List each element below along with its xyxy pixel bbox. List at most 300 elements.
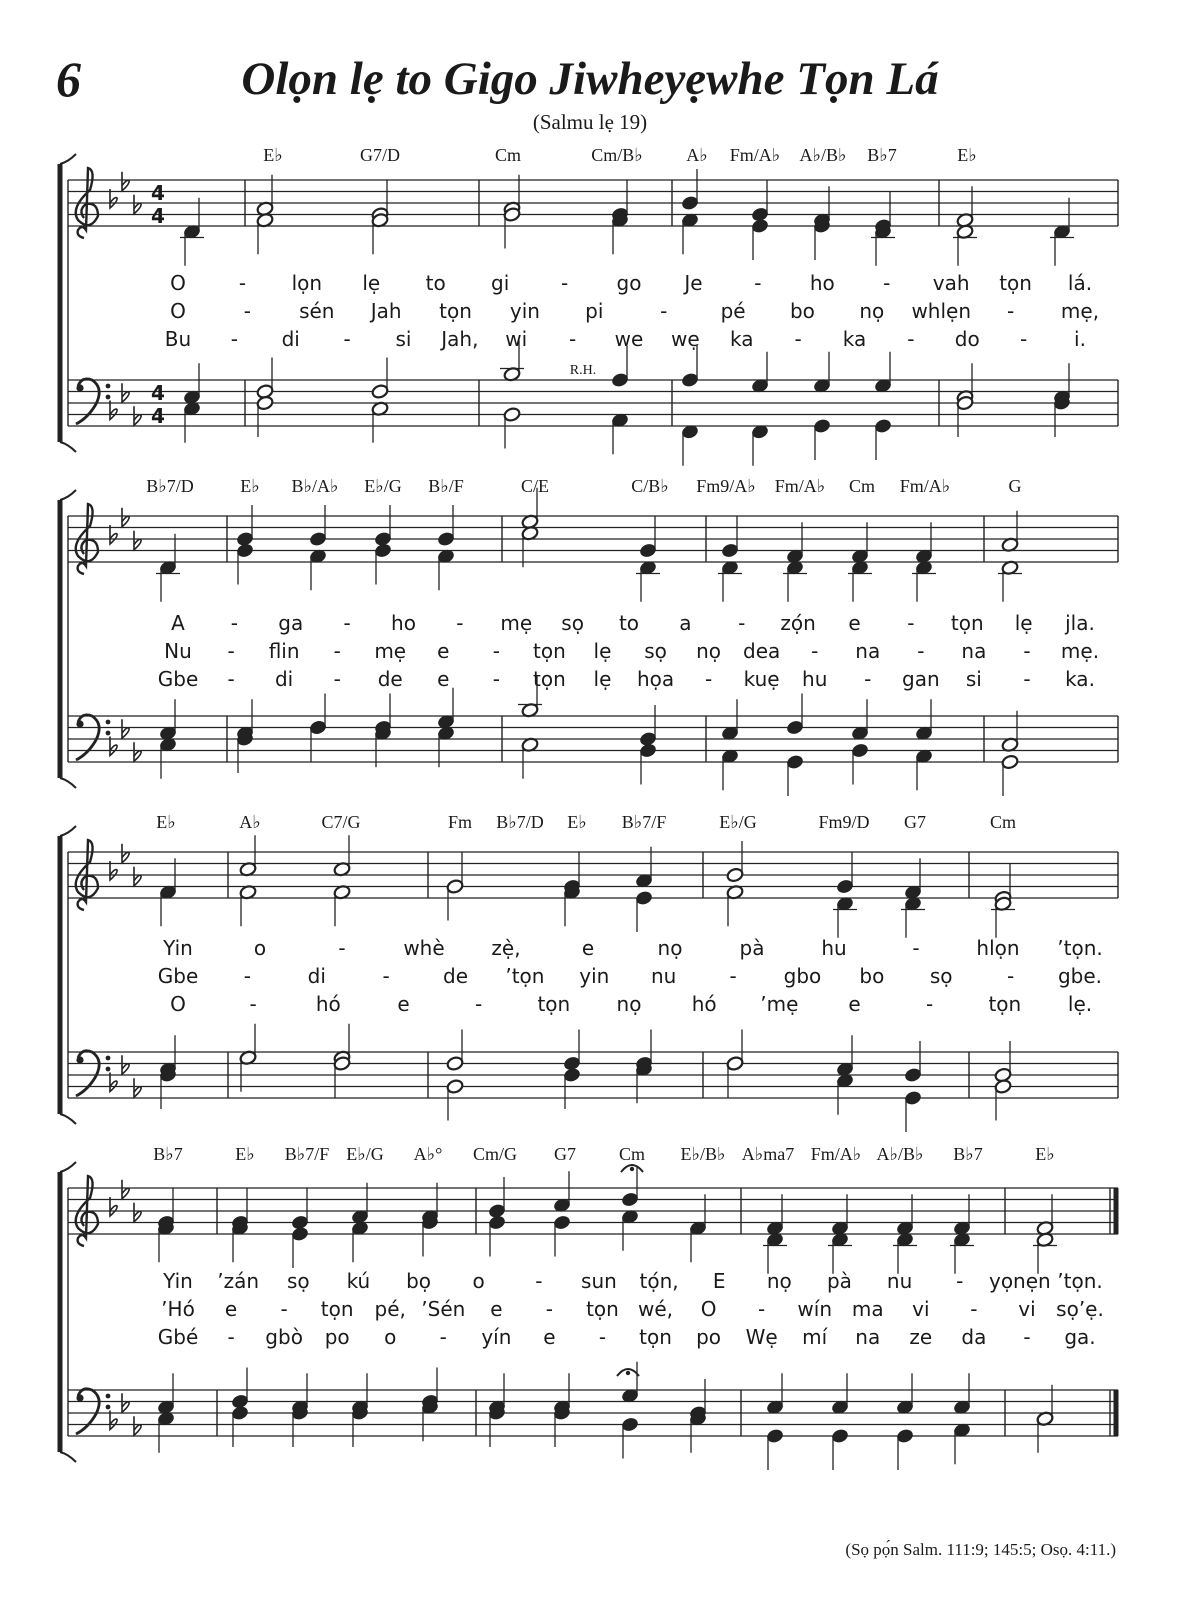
bass-key-flat <box>122 719 129 738</box>
chord-symbol: E♭ <box>263 145 283 165</box>
lyric-syllable: e <box>543 1325 556 1349</box>
lyric-syllable: gi <box>491 271 510 295</box>
chord-symbol: B♭7 <box>867 145 897 165</box>
treble-notehead <box>309 531 327 547</box>
lyric-syllable: lọn <box>291 271 323 295</box>
lyric-syllable: - <box>704 667 713 691</box>
bass-key-flat <box>134 1078 141 1097</box>
lyric-syllable: to <box>425 271 446 295</box>
lyric-syllable: - <box>238 271 247 295</box>
lyric-syllable: e <box>848 611 861 635</box>
lyric-syllable: ka <box>842 327 867 351</box>
bracket-hook <box>60 442 76 452</box>
lyric-syllable: e <box>848 992 861 1016</box>
bass-time-signature-bottom: 4 <box>151 404 165 428</box>
bass-key-flat <box>134 742 141 761</box>
chord-symbol: A♭/B♭ <box>799 145 847 165</box>
chord-symbol: B♭7/F <box>284 1144 330 1164</box>
lyric-syllable: gbe. <box>1057 964 1103 988</box>
lyric-syllable: ’mẹ <box>760 992 799 1016</box>
bass-notehead <box>896 1428 914 1444</box>
lyric-syllable: do <box>954 327 980 351</box>
chord-symbol: C/B♭ <box>631 476 669 496</box>
lyric-syllable: - <box>729 964 737 988</box>
bass-notehead <box>621 1417 639 1433</box>
chord-symbol: Cm <box>848 476 876 496</box>
treble-notehead <box>437 531 455 547</box>
chord-symbol: C7/G <box>321 812 361 832</box>
chord-symbol: Fm9/A♭ <box>696 476 756 496</box>
lyric-syllable: po <box>696 1325 722 1349</box>
chord-symbol: A♭ <box>239 812 261 832</box>
bass-notehead <box>681 372 699 388</box>
lyric-syllable: - <box>883 271 891 295</box>
lyric-syllable: tọn <box>950 611 984 635</box>
bass-key-flat <box>134 1416 141 1435</box>
bass-notehead <box>786 754 804 770</box>
lyric-syllable: pé <box>720 299 746 323</box>
chord-symbol: G7/D <box>360 145 400 165</box>
lyric-syllable: di <box>281 327 300 351</box>
chord-symbol: Fm9/D <box>818 812 870 832</box>
lyric-syllable: sọ <box>644 639 667 663</box>
lyric-syllable: - <box>333 639 341 663</box>
bass-notehead <box>446 1056 464 1072</box>
lyric-syllable: yin <box>509 299 540 323</box>
lyric-syllable: wé, <box>638 1297 674 1321</box>
chord-symbol: B♭7/F <box>621 812 667 832</box>
bass-notehead <box>994 1079 1012 1095</box>
lyric-syllable: wẹ <box>671 327 700 351</box>
lyric-syllable: O <box>170 992 186 1016</box>
lyric-syllable: - <box>970 1297 978 1321</box>
fermata-dot <box>626 1371 630 1375</box>
lyric-syllable: lẹ <box>1014 611 1033 635</box>
lyric-syllable: si <box>395 327 412 351</box>
lyric-syllable: gan <box>902 667 940 691</box>
lyric-syllable: mẹ <box>374 639 407 663</box>
lyric-syllable: vi <box>1018 1297 1036 1321</box>
treble-notehead <box>446 879 464 895</box>
lyric-syllable: - <box>1020 327 1028 351</box>
lyric-syllable: nu <box>651 964 677 988</box>
lyric-syllable: o <box>253 936 267 960</box>
lyric-syllable: - <box>227 667 235 691</box>
lyric-syllable: sọ <box>929 964 953 988</box>
lyric-syllable: ’Sén <box>421 1297 466 1321</box>
lyric-syllable: e <box>581 936 595 960</box>
lyric-syllable: go <box>616 271 642 295</box>
lyric-syllable: kú <box>346 1269 371 1293</box>
lyric-syllable: ga. <box>1064 1325 1096 1349</box>
treble-notehead <box>721 543 739 559</box>
lyric-syllable: flin <box>268 639 300 663</box>
lyric-syllable: - <box>439 1325 447 1349</box>
lyric-syllable: zọ́n <box>780 611 816 635</box>
lyric-syllable: E <box>712 1269 726 1293</box>
lyric-syllable: pà <box>826 1269 852 1293</box>
chord-symbol: Cm <box>618 1144 646 1164</box>
lyric-syllable: nọ <box>657 936 683 960</box>
lyric-syllable: gbo <box>783 964 822 988</box>
treble-key-flat <box>122 508 129 527</box>
bass-key-flat <box>134 406 141 425</box>
chord-symbol: A♭ma7 <box>741 1144 795 1164</box>
chord-symbol: A♭/B♭ <box>876 1144 924 1164</box>
lyric-syllable: ho <box>391 611 416 635</box>
lyric-syllable: sun <box>581 1269 617 1293</box>
lyric-syllable: - <box>545 1297 554 1321</box>
bass-clef-dot <box>76 720 83 727</box>
lyric-syllable: mẹ, <box>1060 299 1100 323</box>
bass-key-flat <box>122 1393 129 1412</box>
bass-key-flat <box>122 383 129 402</box>
treble-notehead <box>291 1226 309 1242</box>
treble-key-flat <box>134 1203 141 1222</box>
lyric-syllable: Gbe <box>157 964 199 988</box>
lyric-syllable: po <box>324 1325 350 1349</box>
bass-clef-dot <box>106 720 111 725</box>
treble-notehead <box>374 543 392 559</box>
lyric-syllable: e <box>437 667 450 691</box>
lyric-syllable: Yin <box>163 936 193 960</box>
lyric-syllable: bo <box>789 299 815 323</box>
lyric-syllable: ho <box>809 271 835 295</box>
lyric-syllable: tọn <box>533 639 566 663</box>
lyric-syllable: whlẹn <box>911 299 972 323</box>
lyric-syllable: lẹ <box>362 271 381 295</box>
lyric-syllable: Gbé <box>157 1325 199 1349</box>
bass-notehead <box>813 418 831 434</box>
lyric-syllable: - <box>333 667 341 691</box>
chord-symbol: E♭ <box>156 812 176 832</box>
lyric-syllable: - <box>280 1297 288 1321</box>
bass-time-signature-top: 4 <box>151 381 165 405</box>
lyric-syllable: O <box>170 271 186 295</box>
lyric-syllable: de <box>443 964 469 988</box>
lyric-syllable: - <box>912 936 920 960</box>
lyric-syllable: i. <box>1074 327 1086 351</box>
lyric-syllable: whè <box>403 936 445 960</box>
bracket-hook <box>60 1162 76 1172</box>
lyric-syllable: tọn <box>533 667 566 691</box>
lyric-syllable: gbò <box>265 1325 303 1349</box>
lyric-syllable: tọn <box>999 271 1032 295</box>
chord-symbol: E♭ <box>1035 1144 1055 1164</box>
bass-notehead <box>371 384 389 400</box>
lyric-syllable: e <box>437 639 450 663</box>
treble-notehead <box>621 1192 639 1208</box>
lyric-syllable: sọ’ẹ. <box>1056 1297 1104 1321</box>
lyric-syllable: pà <box>739 936 765 960</box>
lyric-syllable: - <box>738 611 746 635</box>
lyric-syllable: - <box>1023 667 1031 691</box>
bass-notehead <box>446 1079 464 1095</box>
bass-clef-dot <box>76 1394 83 1401</box>
bass-notehead <box>563 1067 581 1083</box>
hymn-number: 6 <box>56 51 81 107</box>
lyric-syllable: o <box>384 1325 397 1349</box>
treble-notehead <box>726 867 744 883</box>
bass-clef-dot <box>106 384 111 389</box>
lyric-syllable: - <box>754 271 762 295</box>
bass-clef-dot <box>106 395 111 400</box>
chord-symbol: B♭/F <box>428 476 464 496</box>
lyric-syllable: - <box>535 1269 543 1293</box>
lyric-syllable: Jah <box>370 299 402 323</box>
lyric-syllable: tọn <box>320 1297 354 1321</box>
lyric-syllable: na <box>855 639 881 663</box>
bass-clef-dot <box>106 1056 111 1061</box>
treble-notehead <box>488 1215 506 1231</box>
lyric-syllable: - <box>1007 964 1015 988</box>
lyric-syllable: - <box>492 639 500 663</box>
chord-symbol: Fm <box>447 812 473 832</box>
treble-notehead <box>639 543 657 559</box>
chord-symbol: Cm <box>989 812 1017 832</box>
bracket-hook <box>60 778 76 788</box>
bracket-hook <box>60 154 76 164</box>
bass-notehead <box>231 1405 249 1421</box>
lyric-syllable: kuẹ <box>743 667 780 691</box>
scripture-reference: (Sọ pọ́n Salm. 111:9; 145:5; Osọ. 4:11.) <box>845 1540 1116 1559</box>
chord-symbol: B♭/A♭ <box>291 476 339 496</box>
lyric-syllable: nọ <box>859 299 885 323</box>
treble-key-flat <box>122 1180 129 1199</box>
bass-notehead <box>639 743 657 759</box>
lyric-syllable: nọ <box>766 1269 792 1293</box>
lyric-syllable: ga <box>278 611 304 635</box>
lyric-syllable: wín <box>797 1297 833 1321</box>
lyric-syllable: tọ́n, <box>639 1269 679 1293</box>
lyric-syllable: - <box>1023 639 1031 663</box>
bass-notehead <box>726 1056 744 1072</box>
hymn-title: Olọn lẹ to Gigo Jiwheyẹwhe Tọn Lá <box>241 53 939 105</box>
lyric-syllable: e <box>490 1297 503 1321</box>
chord-symbol: Cm <box>494 145 522 165</box>
lyric-syllable: - <box>598 1325 607 1349</box>
fermata-dot <box>630 1167 634 1171</box>
lyric-syllable: - <box>758 1297 766 1321</box>
lyric-syllable: - <box>343 327 351 351</box>
bass-clef-dot <box>106 1394 111 1399</box>
lyric-syllable: ze <box>909 1325 933 1349</box>
lyric-syllable: - <box>956 1269 964 1293</box>
lyric-syllable: mẹ <box>500 611 533 635</box>
bracket-hook <box>60 1452 76 1462</box>
lyric-syllable: yin <box>579 964 610 988</box>
lyric-syllable: di <box>274 667 294 691</box>
lyric-syllable: o <box>472 1269 485 1293</box>
chord-symbol: E♭/G <box>719 812 757 832</box>
chord-symbol: E♭ <box>957 145 977 165</box>
lyric-syllable: lá. <box>1067 271 1093 295</box>
lyric-syllable: - <box>794 327 802 351</box>
bracket-hook <box>60 826 76 836</box>
bass-clef-dot <box>76 384 83 391</box>
lyric-syllable: Yin <box>163 1269 193 1293</box>
lyric-syllable: pé, <box>374 1297 406 1321</box>
lyric-syllable: hlọn <box>976 936 1020 960</box>
lyric-syllable: - <box>230 327 238 351</box>
bass-clef-dot <box>106 1405 111 1410</box>
lyric-syllable: zẹ̀, <box>491 936 521 960</box>
lyric-syllable: yọnẹn <box>988 1269 1051 1293</box>
treble-key-flat <box>122 844 129 863</box>
lyric-syllable: nọ <box>616 992 642 1016</box>
lyric-syllable: si <box>965 667 982 691</box>
lyric-syllable: - <box>382 964 390 988</box>
lyric-syllable: ’tọn. <box>1057 936 1103 960</box>
chord-symbol: Cm/B♭ <box>591 145 643 165</box>
treble-notehead <box>553 1215 571 1231</box>
lyric-syllable: tọn <box>586 1297 619 1321</box>
lyric-syllable: - <box>338 936 346 960</box>
lyric-syllable: bọ <box>406 1269 432 1293</box>
chord-symbol: Fm/A♭ <box>899 476 951 496</box>
lyric-syllable: - <box>811 639 819 663</box>
right-hand-mark: R.H. <box>569 363 597 378</box>
lyric-syllable: ’Hó <box>161 1297 195 1321</box>
lyric-syllable: - <box>926 992 934 1016</box>
lyric-syllable: mí <box>802 1325 828 1349</box>
lyric-syllable: - <box>1023 1325 1031 1349</box>
lyric-syllable: - <box>456 611 464 635</box>
lyric-syllable: bo <box>859 964 885 988</box>
lyric-syllable: - <box>917 639 925 663</box>
lyric-syllable: - <box>907 611 915 635</box>
lyric-syllable: ’tọn. <box>1057 1269 1103 1293</box>
bass-notehead <box>874 418 892 434</box>
lyric-syllable: - <box>475 992 483 1016</box>
chord-symbol: E♭ <box>567 812 587 832</box>
lyric-syllable: nu <box>886 1269 913 1293</box>
treble-key-flat <box>134 531 141 550</box>
chord-symbol: Fm/A♭ <box>810 1144 862 1164</box>
chord-symbol: C/E <box>520 476 550 496</box>
lyric-syllable: O <box>170 299 186 323</box>
bass-key-flat <box>122 1055 129 1074</box>
lyric-syllable: sén <box>299 299 335 323</box>
lyric-syllable: - <box>243 299 251 323</box>
chord-symbol: E♭ <box>235 1144 255 1164</box>
bracket-hook <box>60 490 76 500</box>
lyric-syllable: tọn <box>439 299 472 323</box>
lyric-syllable: ma <box>851 1297 884 1321</box>
chord-symbol: B♭7/D <box>496 812 544 832</box>
hymn-subtitle: (Salmu lẹ 19) <box>532 110 648 134</box>
lyric-syllable: sọ <box>286 1269 310 1293</box>
chord-symbol: A♭° <box>413 1144 443 1164</box>
lyric-syllable: yín <box>481 1325 512 1349</box>
lyric-syllable: hu <box>802 667 828 691</box>
lyric-syllable: lẹ. <box>1067 992 1093 1016</box>
lyric-syllable: A <box>171 611 185 635</box>
lyric-syllable: - <box>569 327 577 351</box>
treble-time-signature-bottom: 4 <box>151 204 165 228</box>
lyric-syllable: na <box>855 1325 881 1349</box>
lyric-syllable: de <box>377 667 403 691</box>
lyric-syllable: lẹ <box>593 639 612 663</box>
treble-key-flat <box>134 195 141 214</box>
chord-symbol: E♭/G <box>346 1144 384 1164</box>
bass-clef-dot <box>106 731 111 736</box>
lyric-syllable: ka <box>730 327 754 351</box>
lyric-syllable: nọ <box>696 639 722 663</box>
chord-symbol: E♭ <box>240 476 260 496</box>
lyric-syllable: vi <box>912 1297 930 1321</box>
treble-notehead <box>236 543 254 559</box>
lyric-syllable: dea <box>743 639 781 663</box>
lyric-syllable: - <box>492 667 500 691</box>
treble-notehead <box>751 218 769 234</box>
lyric-syllable: wi <box>505 327 528 351</box>
bass-notehead <box>831 1428 849 1444</box>
chord-symbol: B♭7 <box>153 1144 183 1164</box>
bass-notehead <box>503 407 521 423</box>
chord-symbol: A♭ <box>686 145 708 165</box>
lyric-syllable: ’zán <box>217 1269 260 1293</box>
lyric-syllable: - <box>660 299 668 323</box>
treble-time-signature-top: 4 <box>151 181 165 205</box>
bracket-hook <box>60 1114 76 1124</box>
lyric-syllable: - <box>1007 299 1015 323</box>
lyric-syllable: vah <box>932 271 970 295</box>
lyric-syllable: Wẹ <box>745 1325 778 1349</box>
chord-symbol: E♭/B♭ <box>680 1144 726 1164</box>
bass-clef-dot <box>106 1067 111 1072</box>
lyric-syllable: mẹ. <box>1060 639 1100 663</box>
lyric-syllable: hu <box>821 936 847 960</box>
lyric-syllable: Nu <box>164 639 192 663</box>
lyric-syllable: - <box>864 667 872 691</box>
lyric-syllable: họa <box>636 667 675 691</box>
lyric-syllable: - <box>249 992 257 1016</box>
bass-notehead <box>851 743 869 759</box>
lyric-syllable: Jah, <box>441 327 479 351</box>
treble-key-flat <box>122 172 129 191</box>
lyric-syllable: hó <box>691 992 717 1016</box>
bass-notehead <box>1001 754 1019 770</box>
lyric-syllable: Bu <box>164 327 192 351</box>
lyric-syllable: O <box>700 1297 717 1321</box>
lyric-syllable: to <box>618 611 640 635</box>
lyric-syllable: ka. <box>1065 667 1095 691</box>
bass-notehead <box>904 1067 922 1083</box>
chord-symbol: B♭7 <box>953 1144 983 1164</box>
lyric-syllable: - <box>230 611 238 635</box>
bass-notehead <box>611 372 629 388</box>
lyric-syllable: tọn <box>988 992 1022 1016</box>
bass-notehead <box>766 1428 784 1444</box>
lyric-syllable: - <box>243 964 251 988</box>
lyric-syllable: - <box>560 271 569 295</box>
treble-notehead <box>635 890 653 906</box>
chord-symbol: E♭/G <box>364 476 402 496</box>
lyric-syllable: - <box>227 1325 235 1349</box>
lyric-syllable: - <box>907 327 915 351</box>
treble-key-flat <box>134 867 141 886</box>
bass-notehead <box>786 720 804 736</box>
lyric-syllable: a <box>679 611 692 635</box>
lyric-syllable: Je <box>684 271 703 295</box>
bass-clef-dot <box>76 1056 83 1063</box>
lyric-syllable: sọ <box>561 611 584 635</box>
lyric-syllable: di <box>307 964 326 988</box>
lyric-syllable: da <box>961 1325 987 1349</box>
chord-symbol: Cm/G <box>472 1144 518 1164</box>
bass-notehead <box>309 720 327 736</box>
